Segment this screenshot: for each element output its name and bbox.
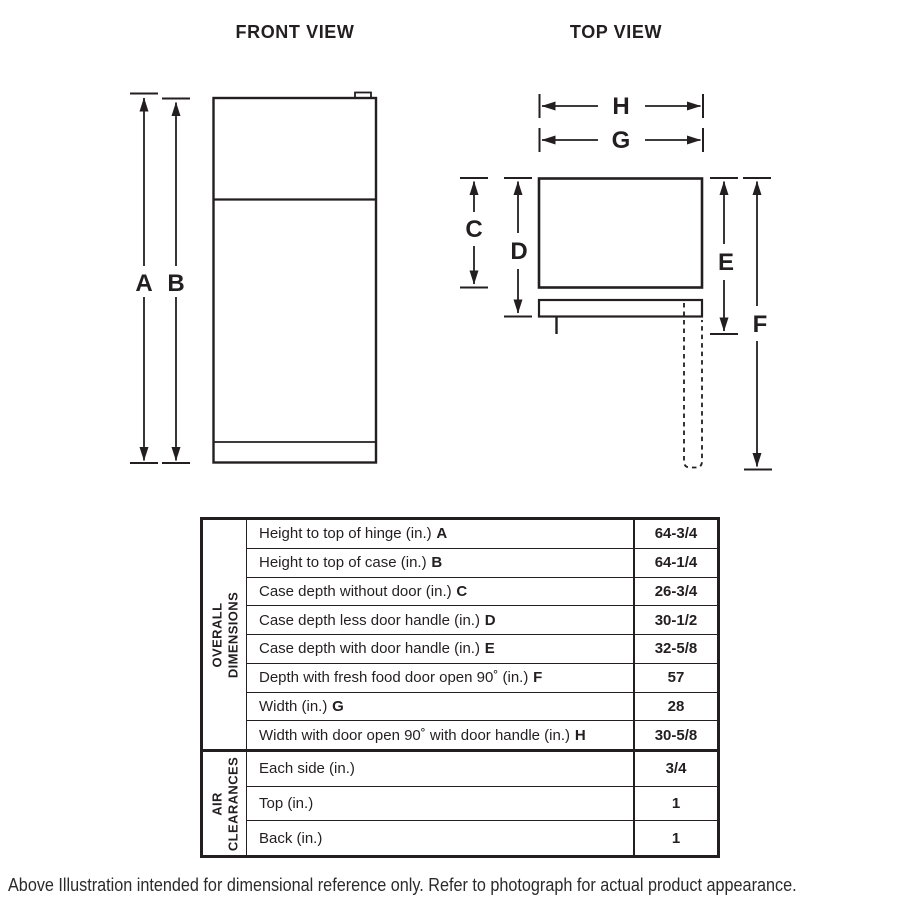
dimension-letter: H — [574, 726, 586, 744]
table-row — [247, 663, 717, 692]
fridge-body-outline — [214, 98, 377, 463]
section-header-line: DIMENSIONS — [224, 591, 240, 678]
open-door-dashed-outline — [684, 303, 702, 468]
table-row — [247, 720, 717, 749]
table-row — [247, 577, 717, 606]
table-row — [247, 520, 717, 548]
dimension-line-e — [710, 178, 738, 334]
dim-label-h: H — [612, 93, 630, 120]
row-value: 30-1/2 — [633, 606, 717, 634]
row-description: Height to top of hinge (in.) A — [259, 525, 448, 543]
section-header-line: AIR — [208, 791, 224, 816]
section-header-line: OVERALL — [208, 602, 224, 667]
table-row — [247, 634, 717, 663]
row-description: Top (in.) — [259, 795, 314, 812]
table-row — [247, 605, 717, 634]
dim-label-f: F — [752, 311, 768, 338]
dimension-line-f — [743, 178, 772, 470]
dim-label-a: A — [135, 270, 153, 297]
dimension-letter: B — [431, 554, 443, 572]
door-outline — [539, 300, 702, 317]
dim-label-e: E — [717, 249, 735, 276]
row-value: 64-3/4 — [633, 520, 717, 548]
case-outline — [539, 179, 702, 288]
row-description: Width (in.) G — [259, 697, 344, 715]
table-row — [247, 786, 717, 821]
row-value: 3/4 — [633, 752, 717, 786]
row-value: 28 — [633, 693, 717, 721]
top-view-title: TOP VIEW — [569, 22, 663, 42]
row-description: Case depth less door handle (in.) D — [259, 611, 496, 629]
row-value: 26-3/4 — [633, 578, 717, 606]
dimension-line-g — [540, 127, 704, 154]
dimension-line-h — [540, 93, 704, 120]
dimension-letter: C — [456, 582, 468, 600]
dimension-line-d — [504, 178, 532, 317]
dimension-letter: A — [436, 525, 448, 543]
dimension-letter: E — [484, 640, 495, 658]
row-description: Width with door open 90˚ with door handle (in.) H — [259, 726, 586, 744]
table-row — [247, 752, 717, 786]
overall-dimensions-section — [203, 520, 717, 749]
dimension-line-a — [130, 94, 158, 464]
top-hinge — [355, 93, 371, 99]
dim-label-c: C — [465, 216, 483, 243]
table-row — [247, 548, 717, 577]
row-value: 57 — [633, 664, 717, 692]
section-header-air — [203, 752, 247, 855]
dimension-letter: D — [484, 611, 496, 629]
dimension-line-b — [162, 99, 190, 464]
dim-label-g: G — [611, 127, 631, 154]
dimensions-table — [200, 517, 720, 858]
row-description: Case depth without door (in.) C — [259, 582, 468, 600]
front-view-drawing — [214, 93, 377, 463]
air-clearances-section — [203, 749, 717, 855]
table-row — [247, 820, 717, 855]
row-description: Case depth with door handle (in.) E — [259, 640, 495, 658]
row-value: 1 — [633, 787, 717, 821]
front-view-title: FRONT VIEW — [235, 22, 355, 42]
section-header-overall — [203, 520, 247, 749]
row-value: 32-5/8 — [633, 635, 717, 663]
dimension-line-c — [460, 178, 488, 288]
table-row — [247, 692, 717, 721]
row-description: Back (in.) — [259, 829, 323, 847]
dimension-letter: F — [533, 669, 543, 687]
dim-label-b: B — [167, 270, 185, 297]
dimension-letter: G — [332, 697, 344, 715]
row-description: Each side (in.) — [259, 760, 355, 778]
row-description: Depth with fresh food door open 90˚ (in.) F — [259, 669, 543, 687]
footnote: Above Illustration intended for dimensional reference only. Refer to photograph for actual product appearance. — [8, 875, 797, 895]
dim-label-d: D — [510, 238, 528, 265]
row-value: 30-5/8 — [633, 721, 717, 749]
section-header-line: CLEARANCES — [224, 756, 240, 851]
row-description: Height to top of case (in.) B — [259, 554, 443, 572]
row-value: 1 — [633, 821, 717, 855]
row-value: 64-1/4 — [633, 549, 717, 577]
top-view-drawing — [539, 179, 702, 468]
